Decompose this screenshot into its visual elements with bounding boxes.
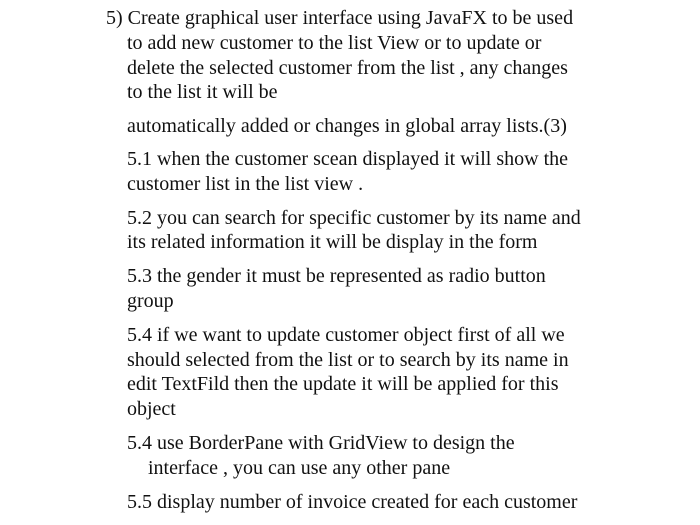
item-5-4a-line-4: object — [127, 398, 176, 420]
item-5-4a-line-3: edit TextFild then the update it will be applied for this — [127, 373, 559, 395]
question-text-line-1: Create graphical user interface using JavaFX to be used — [127, 7, 574, 29]
question-text-line-2: to add new customer to the list View or to update or — [127, 32, 542, 54]
item-5-1-line-1: 5.1 when the customer scean displayed it will show the — [127, 148, 569, 170]
item-5-3-line-1: 5.3 the gender it must be represented as radio button — [127, 265, 546, 287]
item-5-4b-line-2: interface , you can use any other pane — [148, 457, 451, 479]
question-text-line-4: to the list it will be — [127, 81, 278, 103]
item-5-4a-line-2: should selected from the list or to search by its name in — [127, 349, 569, 371]
item-5-2-line-2: its related information it will be display in the form — [127, 231, 538, 253]
question-continuation: automatically added or changes in global array lists.(3) — [127, 115, 567, 137]
item-5-3-line-2: group — [127, 290, 174, 312]
item-5-2-line-1: 5.2 you can search for specific customer by its name and — [127, 207, 581, 229]
question-number: 5) — [106, 7, 123, 29]
item-5-4a-line-1: 5.4 if we want to update customer object first of all we — [127, 324, 565, 346]
item-5-5-line-1: 5.5 display number of invoice created for each customer — [127, 491, 578, 513]
question-text-line-3: delete the selected customer from the list , any changes — [127, 57, 568, 79]
item-5-4b-line-1: 5.4 use BorderPane with GridView to design the — [127, 432, 515, 454]
question-line-1 — [106, 6, 573, 30]
item-5-1-line-2: customer list in the list view . — [127, 173, 364, 195]
